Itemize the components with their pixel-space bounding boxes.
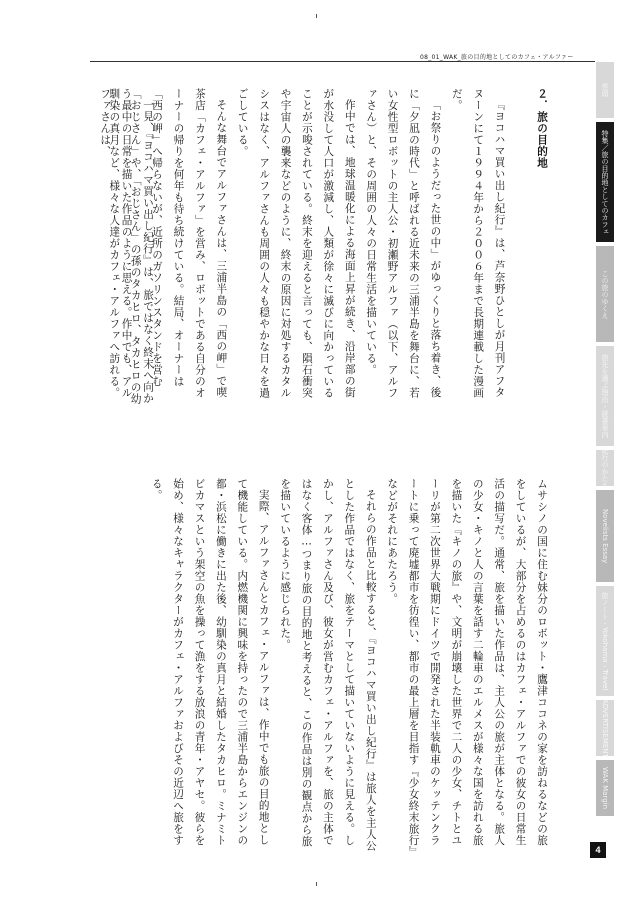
lower-text-column	[140, 478, 552, 854]
paragraph: 実際、アルファさんとカフェ・アルファは、作中でも旅の目的地として機能している。内燃機関に興味を持ったので三浦半島からエンジンの都・浜松に働きに出た後、幼馴染の真月と結婚したタカヒロ。ミナミトビカマスという架空の魚を操って漁をする放浪の青年・アヤセ。彼らを始め、様々なキャラクターがカフェ・アルファおよびその近辺へ旅をする。	[150, 478, 270, 846]
side-tab: 紀行のかたち	[596, 450, 614, 486]
side-tab: 旅先を選ぶ理由・読書案内	[596, 346, 614, 446]
side-tab: 旅ノート・Yokohama・Travel	[596, 586, 614, 696]
side-tab-active: 特集／旅の目的地としてのカフェ	[596, 122, 614, 242]
side-tab: ADVERTISEMENT	[596, 700, 614, 756]
section-heading: ２．旅の目的地	[536, 88, 548, 169]
paragraph: そんな舞台でアルファさんは、三浦半島の「西の岬」で喫茶店「カフェ・アルファ」を営み、ロボットである自分のオーナーの帰りを何年も待ち続けている。結局、オーナーは「西の岬」へ帰らないが、近所のガソリンスタンドを営む「おじさん」や、「おじさん」の孫のタカヒロ、タカヒロの幼馴染の真月など、様々な人達がカフェ・アルファへ訪れる。	[108, 88, 228, 405]
side-index-tabs	[596, 62, 614, 882]
paragraph: ムサシノの国に住む妹分のロボット・鷹津ココネの家を訪ねるなどの旅をしているが、大部分を占めるのはカフェ・アルファでの彼女の日常生活の描写だ。通常、旅を描いた作品は、主人公の旅が主体となる。旅人の少女・キノと人の言葉を話す二輪車のエルメスが様々な国を訪れる旅を描いた『キノの旅』や、文明が崩壊した世界で二人の少女、チトとユーリが第二次世界大戦期にドイツで開発された半装軌車のケッテンクラートに乗って廃墟都市を彷徨い、都市の最上層を目指す『少女終末旅行』などがそれにあたろう。	[386, 478, 548, 853]
paragraph: それらの作品と比較すると、『ヨコハマ買い出し紀行』は旅人を主人公とした作品ではなく、旅をテーマとして描いていないように見える。しかし、アルファさん及び、彼女が営むカフェ・アルファを、旅の主体ではなく客体…つまり旅の目的地と考えると、この作品は別の観点から旅を描いているように感じられた。	[279, 478, 377, 852]
side-tab: 巻頭	[596, 62, 614, 118]
running-header: 08_01_WAK_旅の目的地としてのカフェ・アルファー	[420, 54, 574, 61]
upper-text-column-continued	[100, 88, 158, 406]
paragraph: 作中では、地球温暖化による海面上昇が続き、沿岸部の街が水没して人口が激減し、人類が徐々に滅びに向かっていることが示唆されている。終末を迎えると言っても、隕石衝突や宇宙人の襲来などのように、終末の原因に対処するカタルシスはなく、アルファさんも周囲の人々も穏やかな日々を過ごしている。	[236, 88, 356, 399]
side-tab: WAK Margin	[596, 760, 614, 816]
paragraph: 「お祭りのようだった世の中」がゆっくりと落ち着き、後に「夕凪の時代」と呼ばれる近未来の三浦半島を舞台に、若い女性型ロボットの主人公・初瀬野アルファ（以下、アルファさん）と、その周囲の人々の日常生活を描いている。	[365, 88, 442, 399]
crop-mark-bottom	[316, 882, 317, 886]
side-tab: この旅のゆくえ	[596, 246, 614, 342]
crop-mark-top	[316, 14, 317, 18]
header-rule	[90, 61, 595, 62]
paragraph: 一見、『ヨコハマ買い出し紀行』は、旅ではなく終末へ向かう最中の日常を描いた作品のように思える。作中でも、アルファさんは、	[99, 88, 154, 404]
page-number: 4	[590, 842, 606, 858]
side-tab: Novelists Essay	[596, 490, 614, 582]
paragraph: 『ヨコハマ買い出し紀行』は、芦奈野ひとしが月刊アフタヌーンにて１９９４年から２００６年まで長期連載した漫画だ。	[450, 88, 506, 399]
